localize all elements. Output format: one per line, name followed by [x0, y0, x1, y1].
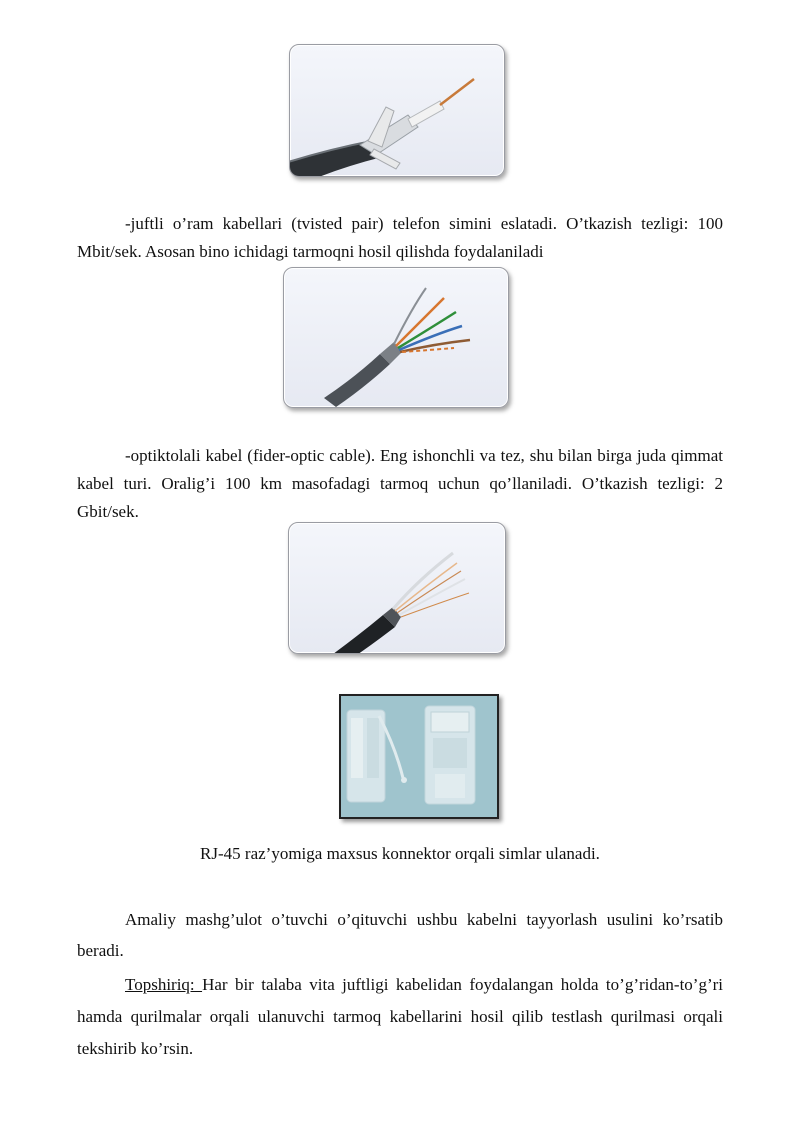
rj45-caption: RJ-45 raz’yomiga maxsus konnektor orqali simlar ulanadi. [200, 844, 600, 863]
task-label: Topshiriq: [125, 975, 203, 994]
twisted-pair-cable-image [283, 267, 509, 408]
rj45-connector-image [339, 694, 499, 819]
task-text: Har bir talaba vita juftligi kabelidan foydalangan holda to’g’ridan-to’g’ri hamda qurilmalar orqali ulanuvchi tarmoq kabellarini hosil qilib testlash qurilmasi orqali tekshirib ko’rsin. [77, 975, 723, 1058]
task-paragraph [77, 969, 723, 1065]
fiber-optic-cable-icon [289, 523, 505, 653]
rj45-connector-icon [341, 696, 497, 817]
coaxial-cable-image [289, 44, 505, 177]
fiber-optic-paragraph: -optiktolali kabel (fider-optic cable). Eng ishonchli va tez, shu bilan birga juda qimmat kabel turi. Oralig’i 100 km masofadagi tarmoq uchun qo’llaniladi. O’tkazish tezligi: 2 Gbit/sek. [77, 446, 723, 521]
coaxial-cable-icon [290, 45, 504, 176]
twisted-pair-cable-icon [284, 268, 508, 407]
twisted-pair-paragraph: -juftli o’ram kabellari (tvisted pair) telefon simini eslatadi. O’tkazish tezligi: 100 Mbit/sek. Asosan bino ichidagi tarmoqni hosil qilishda foydalaniladi [77, 214, 723, 261]
fiber-optic-cable-image [288, 522, 506, 654]
practice-paragraph: Amaliy mashg’ulot o’tuvchi o’qituvchi ushbu kabelni tayyorlash usulini ko’rsatib beradi. [77, 910, 723, 960]
